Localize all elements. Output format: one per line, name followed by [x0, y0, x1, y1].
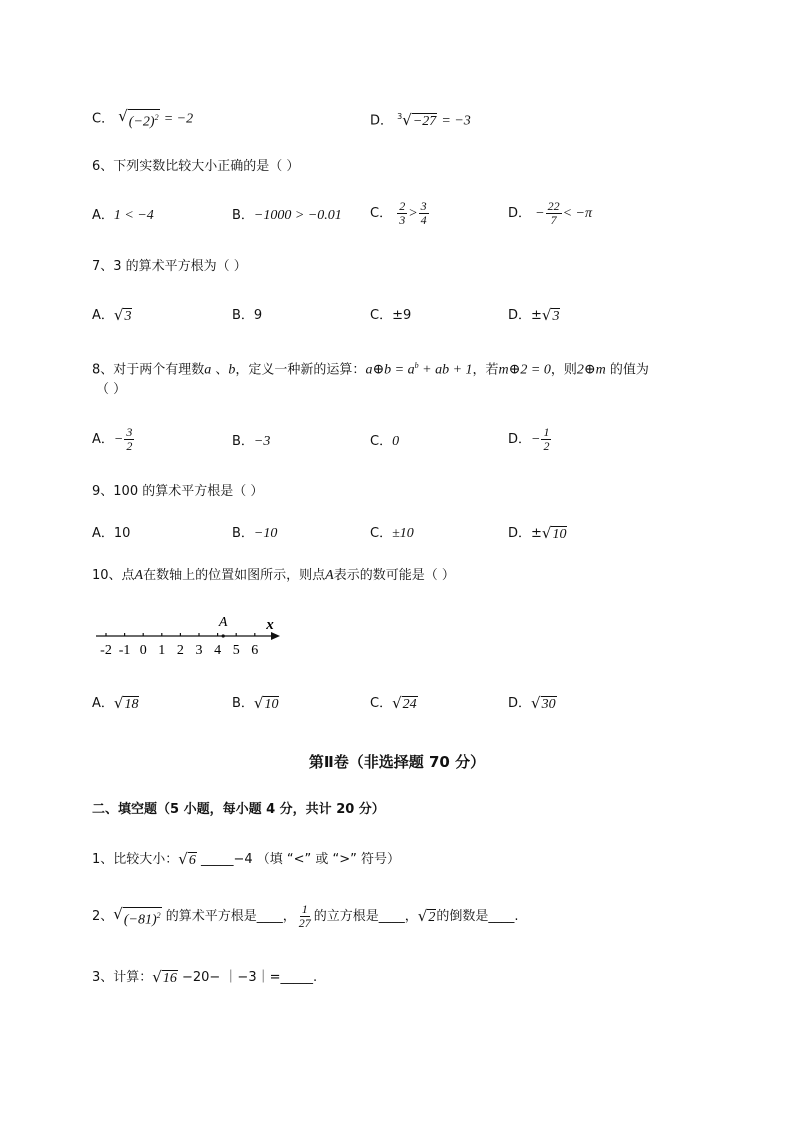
sqrt-expression: √ $(-81)^2$: [113, 904, 161, 928]
q9-option-a: A．10: [92, 526, 131, 541]
q7-option-b: B．9: [232, 308, 263, 323]
sqrt-expression: √ 30: [531, 694, 556, 712]
point-a-label: A: [218, 615, 228, 630]
q8-option-c: C．0: [370, 434, 400, 449]
axis-x-label: x: [266, 617, 274, 633]
q9-option-d: D．± √ 10: [508, 524, 567, 542]
sqrt-expression: √ 24: [392, 694, 417, 712]
q7-option-a: A． √ 3: [92, 306, 132, 324]
number-line-figure: [92, 612, 292, 662]
fraction: $\frac{3}{4}$: [420, 199, 427, 227]
q8-option-b: B．−3: [232, 434, 271, 449]
tick-label: -2: [100, 643, 112, 658]
sqrt-expression: √ 10: [253, 694, 279, 712]
fraction: $\frac{1}{27}$: [298, 902, 311, 930]
q9-option-c: C．±10: [370, 526, 414, 541]
q9-stem: 9、100 的算术平方根是（ ）: [92, 484, 264, 499]
fraction: $\frac{3}{2}$: [126, 425, 133, 453]
point-a-dot: [222, 634, 225, 637]
tick-label: 3: [195, 643, 203, 658]
sqrt-expression: √ 16: [152, 968, 177, 986]
q10-stem: 10、点A在数轴上的位置如图所示，则点A表示的数可能是（ ）: [92, 568, 455, 583]
section-two-heading: 二、填空题（5 小题，每小题 4 分，共计 20 分）: [92, 802, 385, 817]
tick-label: 5: [232, 643, 240, 658]
q10-option-a: A． √ 18: [92, 694, 139, 712]
q6-option-d: D． − $\frac{22}{7}$ < −π: [508, 199, 593, 227]
fraction: $\frac{22}{7}$: [547, 199, 560, 227]
fraction: $\frac{1}{2}$: [543, 425, 550, 453]
q10-option-d: D． √ 30: [508, 694, 556, 712]
q6-stem: 6、下列实数比较大小正确的是（ ）: [92, 159, 300, 174]
q6-option-a: A．1 < −4: [92, 208, 154, 223]
tick-label: 2: [176, 643, 184, 658]
sqrt-expression: √ 3: [541, 306, 560, 324]
sqrt-expression: √ 2: [417, 907, 436, 925]
q7-stem: 7、3 的算术平方根为（ ）: [92, 259, 247, 274]
tick-label: 4: [214, 643, 222, 658]
part-two-title: 第Ⅱ卷（非选择题 70 分）: [308, 753, 486, 771]
fraction: $\frac{2}{3}$: [399, 199, 406, 227]
sqrt-expression: √ $(-2)^2$: [118, 107, 159, 130]
q10-option-c: C． √ 24: [370, 694, 417, 712]
sqrt-expression: √ 3: [113, 306, 132, 324]
q8-stem: 8、对于两个有理数a 、b，定义一种新的运算：a⊕b = $a^b$ + ab + 1，若m⊕2 = 0，则2⊕m 的值为: [92, 361, 649, 378]
number-line-tick-labels: [100, 643, 258, 658]
q10-option-b: B． √ 10: [232, 694, 279, 712]
arrow-head-icon: [271, 632, 280, 640]
q5-option-d: D． $^3$ √ −27 = −3: [370, 111, 471, 130]
q8-option-a: A．− $\frac{3}{2}$: [92, 425, 133, 453]
q8-option-d: D．− $\frac{1}{2}$: [508, 425, 550, 453]
q7-option-c: C．±9: [370, 308, 412, 323]
q7-option-d: D．± √ 3: [508, 306, 560, 324]
tick-label: 6: [251, 643, 259, 658]
q6-option-c: C． $\frac{2}{3}$ > $\frac{3}{4}$: [370, 199, 427, 227]
fill-question-1: 1、比较大小： √ 6 _____−4 （填 “<” 或 “>” 符号）: [92, 850, 401, 868]
q5-option-c: C． √ $(-2)^2$ = −2: [92, 107, 194, 130]
sqrt-expression: √ 18: [113, 694, 139, 712]
fill-question-2: 2、 √ $(-81)^2$ 的算术平方根是____， $\frac{1}{27}$ 的立方根是____， √ 2 的倒数是____.: [92, 902, 519, 930]
fill-question-3: 3、计算： √ 16 −20− ｜−3｜=_____.: [92, 968, 318, 986]
q8-answer-paren: （ ）: [96, 382, 127, 397]
tick-label: -1: [118, 643, 131, 658]
tick-label: 1: [158, 643, 166, 658]
tick-label: 0: [139, 643, 147, 658]
cube-root-expression: √ −27: [402, 111, 437, 130]
q9-option-b: B．−10: [232, 526, 278, 541]
sqrt-expression: √ 10: [541, 524, 567, 542]
sqrt-expression: √ 6: [178, 850, 196, 868]
q6-option-b: B．−1000 > −0.01: [232, 208, 342, 223]
